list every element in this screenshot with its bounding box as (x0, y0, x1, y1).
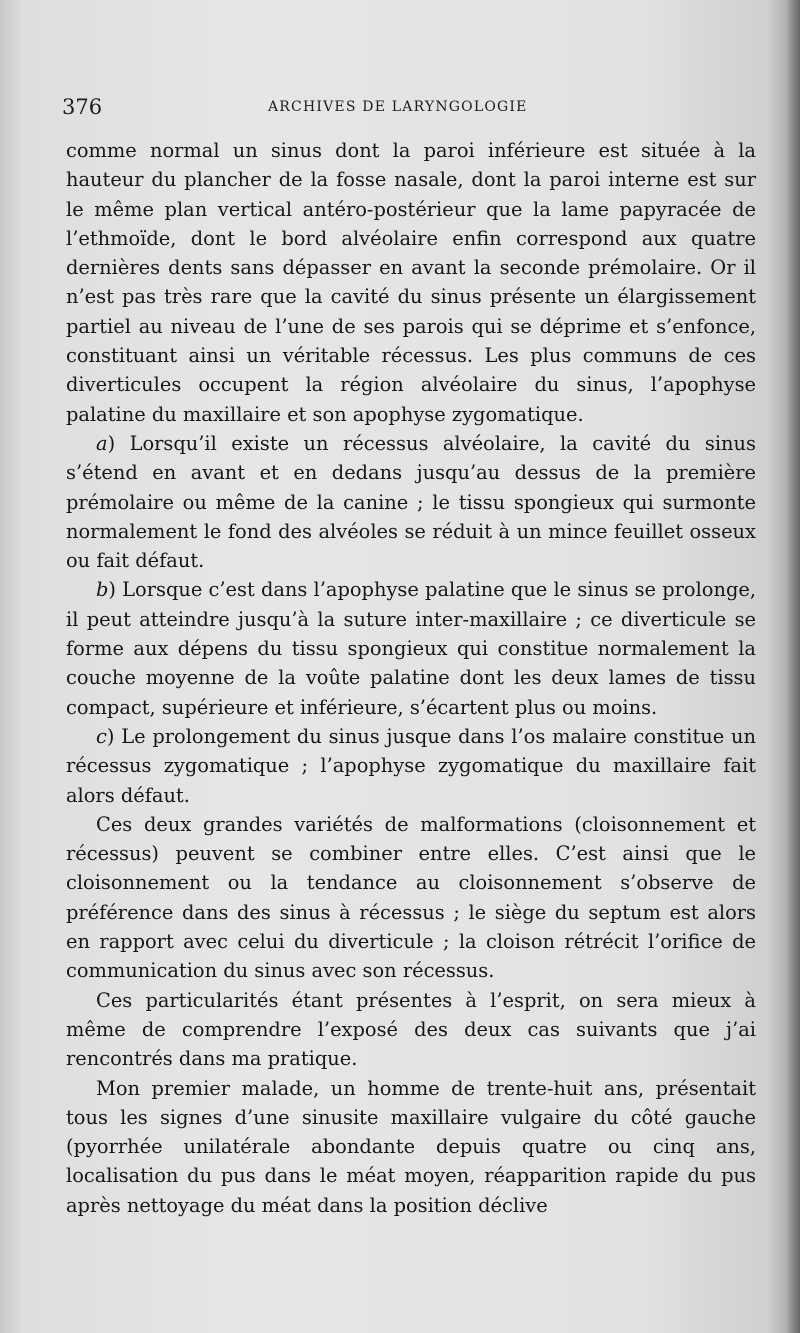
paragraph-first-patient (66, 1074, 756, 1220)
paragraph-item-b (66, 575, 756, 721)
item-label-c: c (96, 724, 107, 748)
paragraph-text: comme normal un sinus dont la paroi inférieure est située à la hauteur du plancher de la fosse nasale, dont la paroi interne est sur le même plan vertical antéro-postérieur que la lame papyracée de l’ethmoïde, dont le bord alvéolaire enfin correspond aux quatre dernières dents sans dépasser en avant la seconde prémolaire. Or il n’est pas très rare que la cavité du sinus présente un élargissement partiel au niveau de l’une de ses parois qui se déprime et s’enfonce, constituant ainsi un véritable récessus. Les plus communs de ces diverticules occupent la région alvéolaire du sinus, l’apophyse palatine du maxillaire et son apophyse zygomatique. (66, 139, 756, 426)
paragraph-varieties (66, 810, 756, 986)
page-edge-shadow (786, 0, 800, 1333)
paragraph-text: Ces deux grandes variétés de malformations (cloisonnement et récessus) peuvent se combiner entre elles. C’est ainsi que le cloisonnement ou la tendance au cloisonnement s’observe de préférence dans des sinus à récessus ; le siège du septum est alors en rapport avec celui du diverticule ; la cloison rétrécit l’orifice de communication du sinus avec son récessus. (66, 812, 756, 983)
running-title: ARCHIVES DE LARYNGOLOGIE (268, 99, 528, 115)
item-label-a: a (96, 431, 108, 455)
paragraph-text: ) Lorsqu’il existe un récessus alvéolaire, la cavité du sinus s’étend en avant et en dedans jusqu’au dessus de la première prémolaire ou même de la canine ; le tissu spongieux qui surmonte normalement le fond des alvéoles se réduit à un mince feuillet osseux ou fait défaut. (66, 431, 756, 573)
paragraph-text: ) Lorsque c’est dans l’apophyse palatine que le sinus se prolonge, il peut atteindre jusqu’à la suture inter-maxillaire ; ce diverticule se forme aux dépens du tissu spongieux qui constitue normalement la couche moyenne de la voûte palatine dont les deux lames de tissu compact, supérieure et inférieure, s’écartent plus ou moins. (66, 578, 756, 719)
paragraph-item-c (66, 722, 756, 810)
body-text (66, 136, 756, 1220)
paragraph-text: ) Le prolongement du sinus jusque dans l’os malaire constitue un récessus zygomatique ; l’apophyse zygomatique du maxillaire fait alors défaut. (66, 724, 756, 807)
paragraph-text: Ces particularités étant présentes à l’esprit, on sera mieux à même de comprendre l’exposé des deux cas suivants que j’ai rencontrés dans ma pratique. (66, 988, 756, 1071)
paragraph-text: Mon premier malade, un homme de trente-huit ans, présentait tous les signes d’une sinusite maxillaire vulgaire du côté gauche (pyorrhée unilatérale abondante depuis quatre ou cinq ans, localisation du pus dans le méat moyen, réapparition rapide du pus après nettoyage du méat dans la position déclive (66, 1076, 756, 1217)
paragraph-continuation (66, 136, 756, 429)
page-header (62, 92, 762, 122)
paragraph-particularities (66, 986, 756, 1074)
item-label-b: b (96, 578, 109, 602)
page-number: 376 (62, 95, 103, 119)
paragraph-item-a (66, 429, 756, 575)
